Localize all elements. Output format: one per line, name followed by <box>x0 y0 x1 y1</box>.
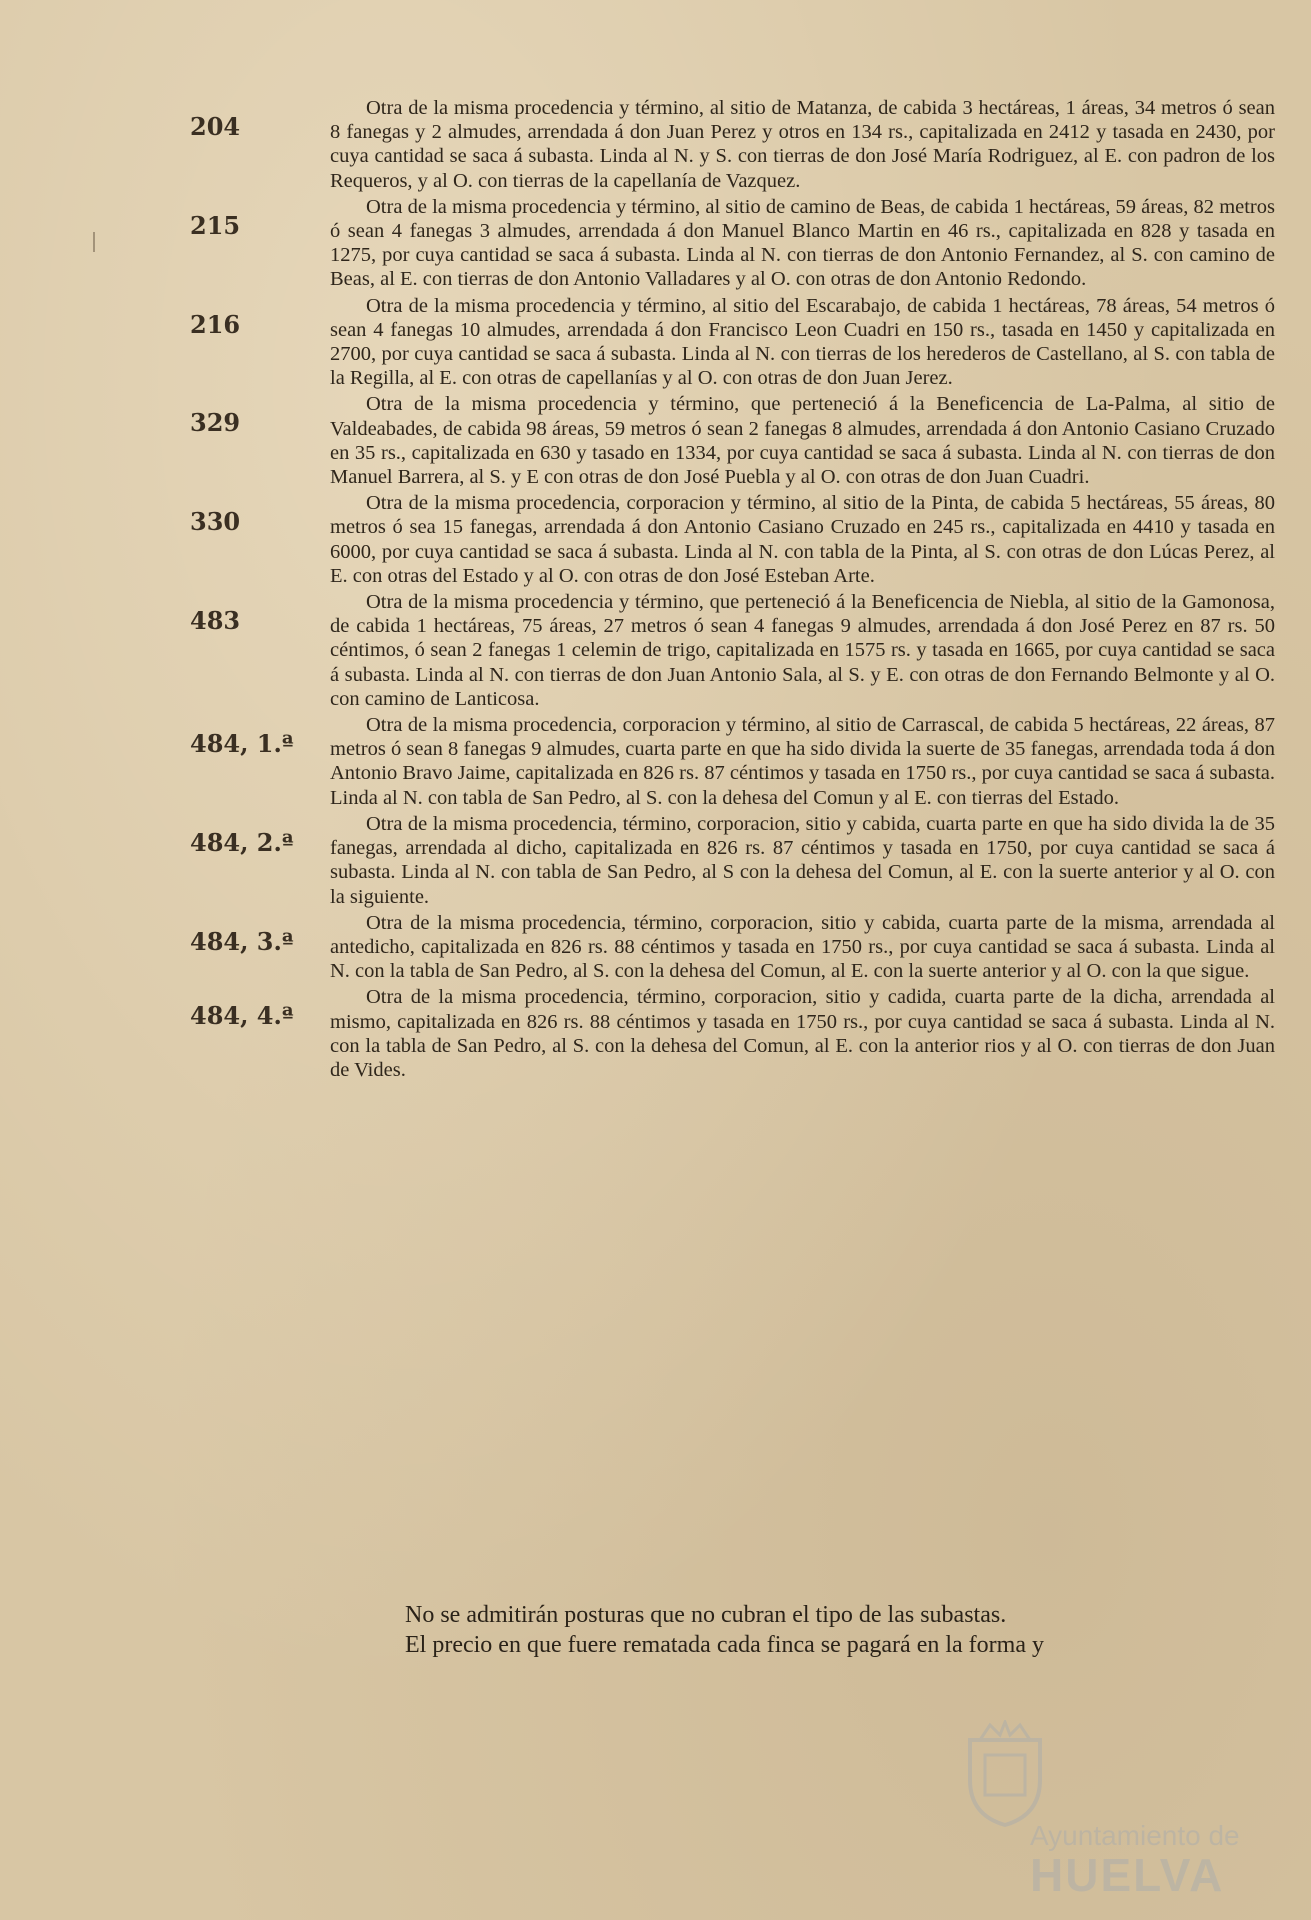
entry-number: 330 <box>190 507 241 537</box>
entry-text: Otra de la misma procedencia y término, al sitio del Escarabajo, de cabida 1 hectáreas, 78 áreas, 54 metros ó sean 4 fanegas 10 almudes, arrendada á don Francisco Leon Cuadri en 150 rs., tasada en 1450 y capitalizada en 2700, por cuya cantidad se saca á subasta. Linda al N. con tierras de los herederos de Castellano, al S. con tabla de la Regilla, al E. con otras de capellanías y al O. con otras de don Juan Jerez. <box>330 294 1275 390</box>
entry-text: Otra de la misma procedencia y término, que perteneció á la Beneficencia de Niebla, al sitio de la Gamonosa, de cabida 1 hectáreas, 75 áreas, 27 metros ó sean 4 fanegas 9 almudes, arrendada á don José Perez en 87 rs. 50 céntimos, ó sean 2 fanegas 1 celemin de trigo, capitalizada en 1575 rs. y tasada en 1665, por cuya cantidad se saca á subasta. Linda al N. con tierras de don Juan Antonio Sala, al S. y E. con otras de don Fernando Belmonte y al O. con camino de Lanticosa. <box>330 591 1275 710</box>
margin-mark <box>93 232 95 252</box>
entry-number: 215 <box>190 210 241 240</box>
entry-item <box>180 713 1275 810</box>
entry-item <box>180 590 1275 711</box>
entry-text: Otra de la misma procedencia, corporacion y término, al sitio de Carrascal, de cabida 5 hectáreas, 22 áreas, 87 metros ó sean 8 fanegas 9 almudes, cuarta parte en que ha sido divida la suerte de 35 fanegas, arrendada toda á don Antonio Bravo Jaime, capitalizada en 826 rs. 87 céntimos y tasada en 1750 rs., por cuya cantidad se saca á subasta. Linda al N. con tabla de San Pedro, al S. con la dehesa del Comun y al E. con tierras del Estado. <box>330 714 1275 809</box>
watermark-line-1: Ayuntamiento de <box>1030 1820 1240 1851</box>
entry-number: 484, 2.ª <box>190 827 294 857</box>
entry-number: 204 <box>190 112 241 141</box>
entry-list <box>180 96 1275 1084</box>
closing-text <box>405 1600 1275 1660</box>
entry-item <box>180 491 1275 588</box>
closing-line-1: No se admitirán posturas que no cubran el tipo de las subastas. <box>405 1602 1007 1628</box>
entry-item <box>180 392 1275 489</box>
entry-text: Otra de la misma procedencia y término, al sitio de camino de Beas, de cabida 1 hectáreas, 59 áreas, 82 metros ó sean 4 fanegas 3 almudes, arrendada á don Manuel Blanco Martin en 46 rs., capitalizada en 828 y tasada en 1275, por cuya cantidad se saca á subasta. Linda al N. con tierras de don Antonio Fernandez, al S. con camino de Beas, al E. con tierras de don Antonio Valladares y al O. con otras de don Antonio Redondo. <box>330 195 1275 291</box>
watermark <box>960 1720 1260 1901</box>
entry-number: 484, 1.ª <box>190 729 294 759</box>
entry-item <box>180 96 1275 193</box>
coat-of-arms-icon <box>960 1720 1050 1830</box>
entry-number: 216 <box>190 309 241 339</box>
closing-line-2: El precio en que fuere rematada cada finca se pagará en la forma y <box>405 1632 1044 1658</box>
entry-text: Otra de la misma procedencia y término, al sitio de Matanza, de cabida 3 hectáreas, 1 áreas, 34 metros ó sean 8 fanegas y 2 almudes, arrendada á don Juan Perez y otros en 134 rs., capitalizada en 2412 y tasada en 2430, por cuya cantidad se saca á subasta. Linda al N. y S. con tierras de don José María Rodriguez, al E. con padron de los Requeros, y al O. con tierras de la capellanía de Vazquez. <box>330 97 1275 192</box>
entry-number: 484, 3.ª <box>190 926 294 956</box>
entry-item <box>180 294 1275 391</box>
entry-text: Otra de la misma procedencia, término, corporacion, sitio y cabida, cuarta parte en que ha sido divida la de 35 fanegas, arrendada al dicho, capitalizada en 826 rs. 87 céntimos y tasada en 1750, por cuya cantidad se saca á subasta. Linda al N. con tabla de San Pedro, al S con la dehesa del Comun, al E. con la suerte anterior y al O. con la siguiente. <box>330 812 1275 908</box>
entry-number: 484, 4.ª <box>190 1001 294 1031</box>
entry-item <box>180 812 1275 909</box>
entry-number: 329 <box>190 408 241 438</box>
entry-item <box>180 985 1275 1082</box>
entry-item <box>180 911 1275 984</box>
entry-number: 483 <box>190 606 241 636</box>
entry-text: Otra de la misma procedencia, corporacion y término, al sitio de la Pinta, de cabida 5 hectáreas, 55 áreas, 80 metros ó sea 15 fanegas, arrendada á don Antonio Casiano Cruzado en 245 rs., capitalizada en 4410 y tasada en 6000, por cuya cantidad se saca á subasta. Linda al N. con tabla de la Pinta, al S. con otras de don Lúcas Perez, al E. con otras del Estado y al O. con otras de don José Esteban Arte. <box>330 492 1275 587</box>
entry-text: Otra de la misma procedencia y término, que perteneció á la Beneficencia de La-Palma, al sitio de Valdeabades, de cabida 98 áreas, 59 metros ó sean 2 fanegas 8 almudes, arrendada á don Antonio Casiano Cruzado en 35 rs., capitalizada en 630 y tasado en 1334, por cuya cantidad se saca á subasta. Linda al N. con tierras de don Manuel Barrera, al S. y E con otras de don José Puebla y al O. con otras de don Juan Cuadri. <box>330 393 1275 489</box>
entry-text: Otra de la misma procedencia, término, corporacion, sitio y cabida, cuarta parte de la misma, arrendada al antedicho, capitalizada en 826 rs. 88 céntimos y tasada en 1750 rs., por cuya cantidad se saca á subasta. Linda al N. con la tabla de San Pedro, al S. con la dehesa del Comun, al E. con la suerte anterior y al O. con la que sigue. <box>330 911 1275 983</box>
entry-text: Otra de la misma procedencia, término, corporacion, sitio y cadida, cuarta parte de la dicha, arrendada al mismo, capitalizada en 826 rs. 88 céntimos y tasada en 1750 rs., por cuya cantidad se saca á subasta. Linda al N. con la tabla de San Pedro, al S. con la dehesa del Comun, al E. con la anterior rios y al O. con tierras de don Juan de Vides. <box>330 986 1275 1081</box>
entry-item <box>180 195 1275 292</box>
watermark-line-2: HUELVA <box>1030 1849 1225 1901</box>
